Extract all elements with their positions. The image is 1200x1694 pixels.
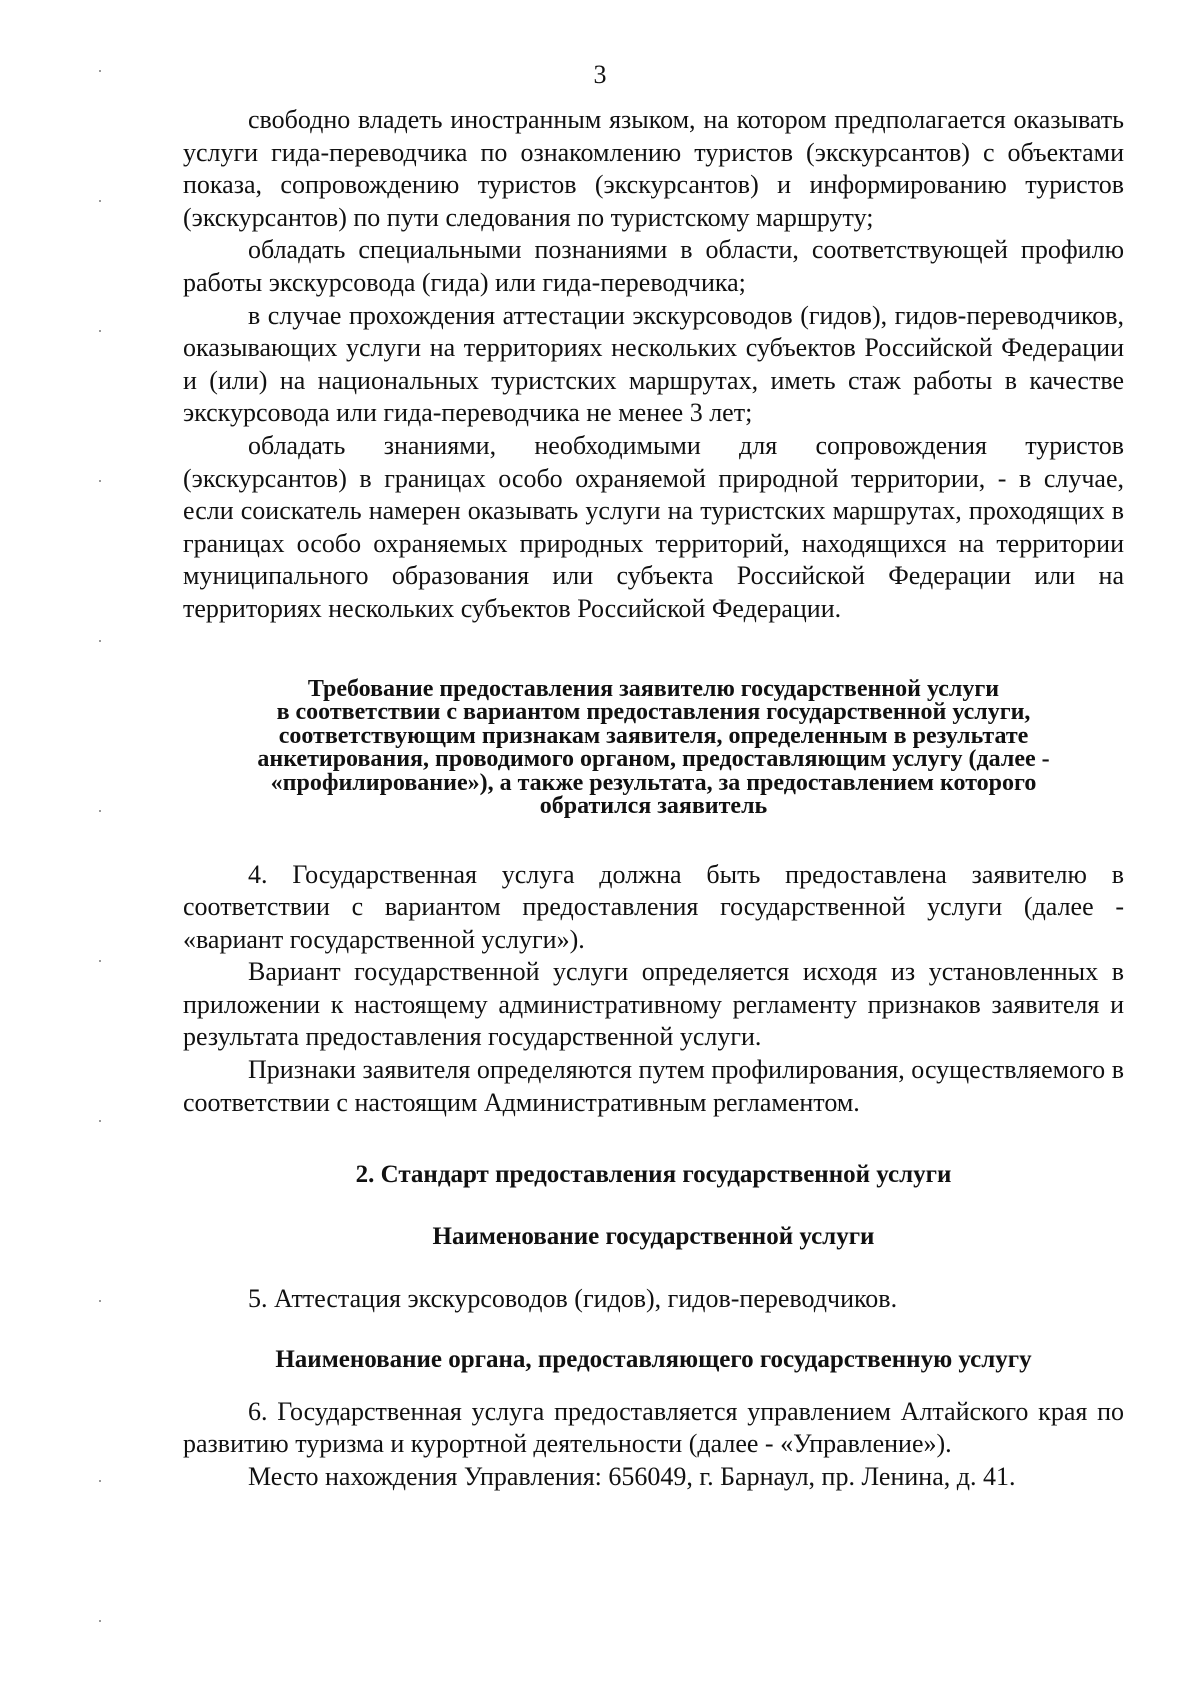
heading-line: «профилирование»), а также результата, за предоставлением которого [270, 769, 1037, 796]
paragraph-attributes: Признаки заявителя определяются путем профилирования, осуществляемого в соответствии с настоящим Административным регламентом. [183, 1055, 1124, 1117]
scan-margin-mark [99, 330, 101, 332]
heading-requirement [183, 675, 1124, 819]
heading-line: обратился заявитель [539, 793, 768, 819]
scan-margin-mark [99, 1480, 101, 1482]
scan-margin-mark [99, 70, 101, 72]
scan-margin-mark [99, 960, 101, 962]
scan-margin-mark [99, 1120, 101, 1122]
heading-line: Требование предоставления заявителю государственной услуги [307, 675, 1000, 702]
scan-margin-mark [99, 200, 101, 202]
heading-line: анкетирования, проводимого органом, предоставляющим услугу (далее - [257, 746, 1050, 772]
paragraph-special-knowledge: обладать специальными познаниями в области, соответствующей профилю работы экскурсовода (гида) или гида-переводчика; [183, 235, 1124, 297]
scan-margin-mark [99, 810, 101, 812]
paragraph-6: 6. Государственная услуга предоставляется управлением Алтайского края по развитию туризма и курортной деятельности (далее - «Управление»). [183, 1396, 1124, 1459]
scan-margin-mark [99, 1620, 101, 1622]
paragraph-foreign-language: свободно владеть иностранным языком, на котором предполагается оказывать услуги гида-переводчика по ознакомлению туристов (экскурсантов) с объектами показа, сопровождению туристов (экскурсантов) и информированию туристов (экскурсантов) по пути следования по туристскому маршруту; [183, 105, 1124, 232]
heading-line: в соответствии с вариантом предоставления государственной услуги, [276, 699, 1031, 725]
paragraph-5: 5. Аттестация экскурсоводов (гидов), гидов-переводчиков. [248, 1284, 898, 1314]
paragraph-location: Место нахождения Управления: 656049, г. Барнаул, пр. Ленина, д. 41. [248, 1462, 1016, 1492]
page-number: 3 [593, 60, 607, 89]
section-2-title: 2. Стандарт предоставления государственной услуги [355, 1161, 952, 1189]
heading-authority: Наименование органа, предоставляющего государственную услугу [275, 1345, 1032, 1373]
scan-margin-mark [99, 640, 101, 642]
heading-service-name: Наименование государственной услуги [432, 1223, 875, 1251]
document-body [183, 104, 1124, 1494]
paragraph-protected-areas: обладать знаниями, необходимыми для сопровождения туристов (экскурсантов) в границах особо охраняемой природной территории, - в случае, если соискатель намерен оказывать услуги на туристских маршрутах, проходящих в границах особо охраняемых природных территорий, находящихся на территории муниципального образования или субъекта Российской Федерации или на территориях нескольких субъектов Российской Федерации. [183, 430, 1124, 623]
scan-margin-mark [99, 1300, 101, 1302]
paragraph-experience: в случае прохождения аттестации экскурсоводов (гидов), гидов-переводчиков, оказывающих услуги на территориях нескольких субъектов Российской Федерации и (или) на национальных туристских маршрутах, иметь стаж работы в качестве экскурсовода или гида-переводчика не менее 3 лет; [183, 300, 1124, 428]
paragraph-4: 4. Государственная услуга должна быть предоставлена заявителю в соответствии с вариантом предоставления государственной услуги (далее - «вариант государственной услуги»). [183, 859, 1124, 954]
heading-line: соответствующим признакам заявителя, определенным в результате [278, 722, 1029, 749]
paragraph-variant: Вариант государственной услуги определяется исходя из установленных в приложении к настоящему административному регламенту признаков заявителя и результата предоставления государственной услуги. [183, 957, 1124, 1052]
scan-margin-mark [99, 480, 101, 482]
